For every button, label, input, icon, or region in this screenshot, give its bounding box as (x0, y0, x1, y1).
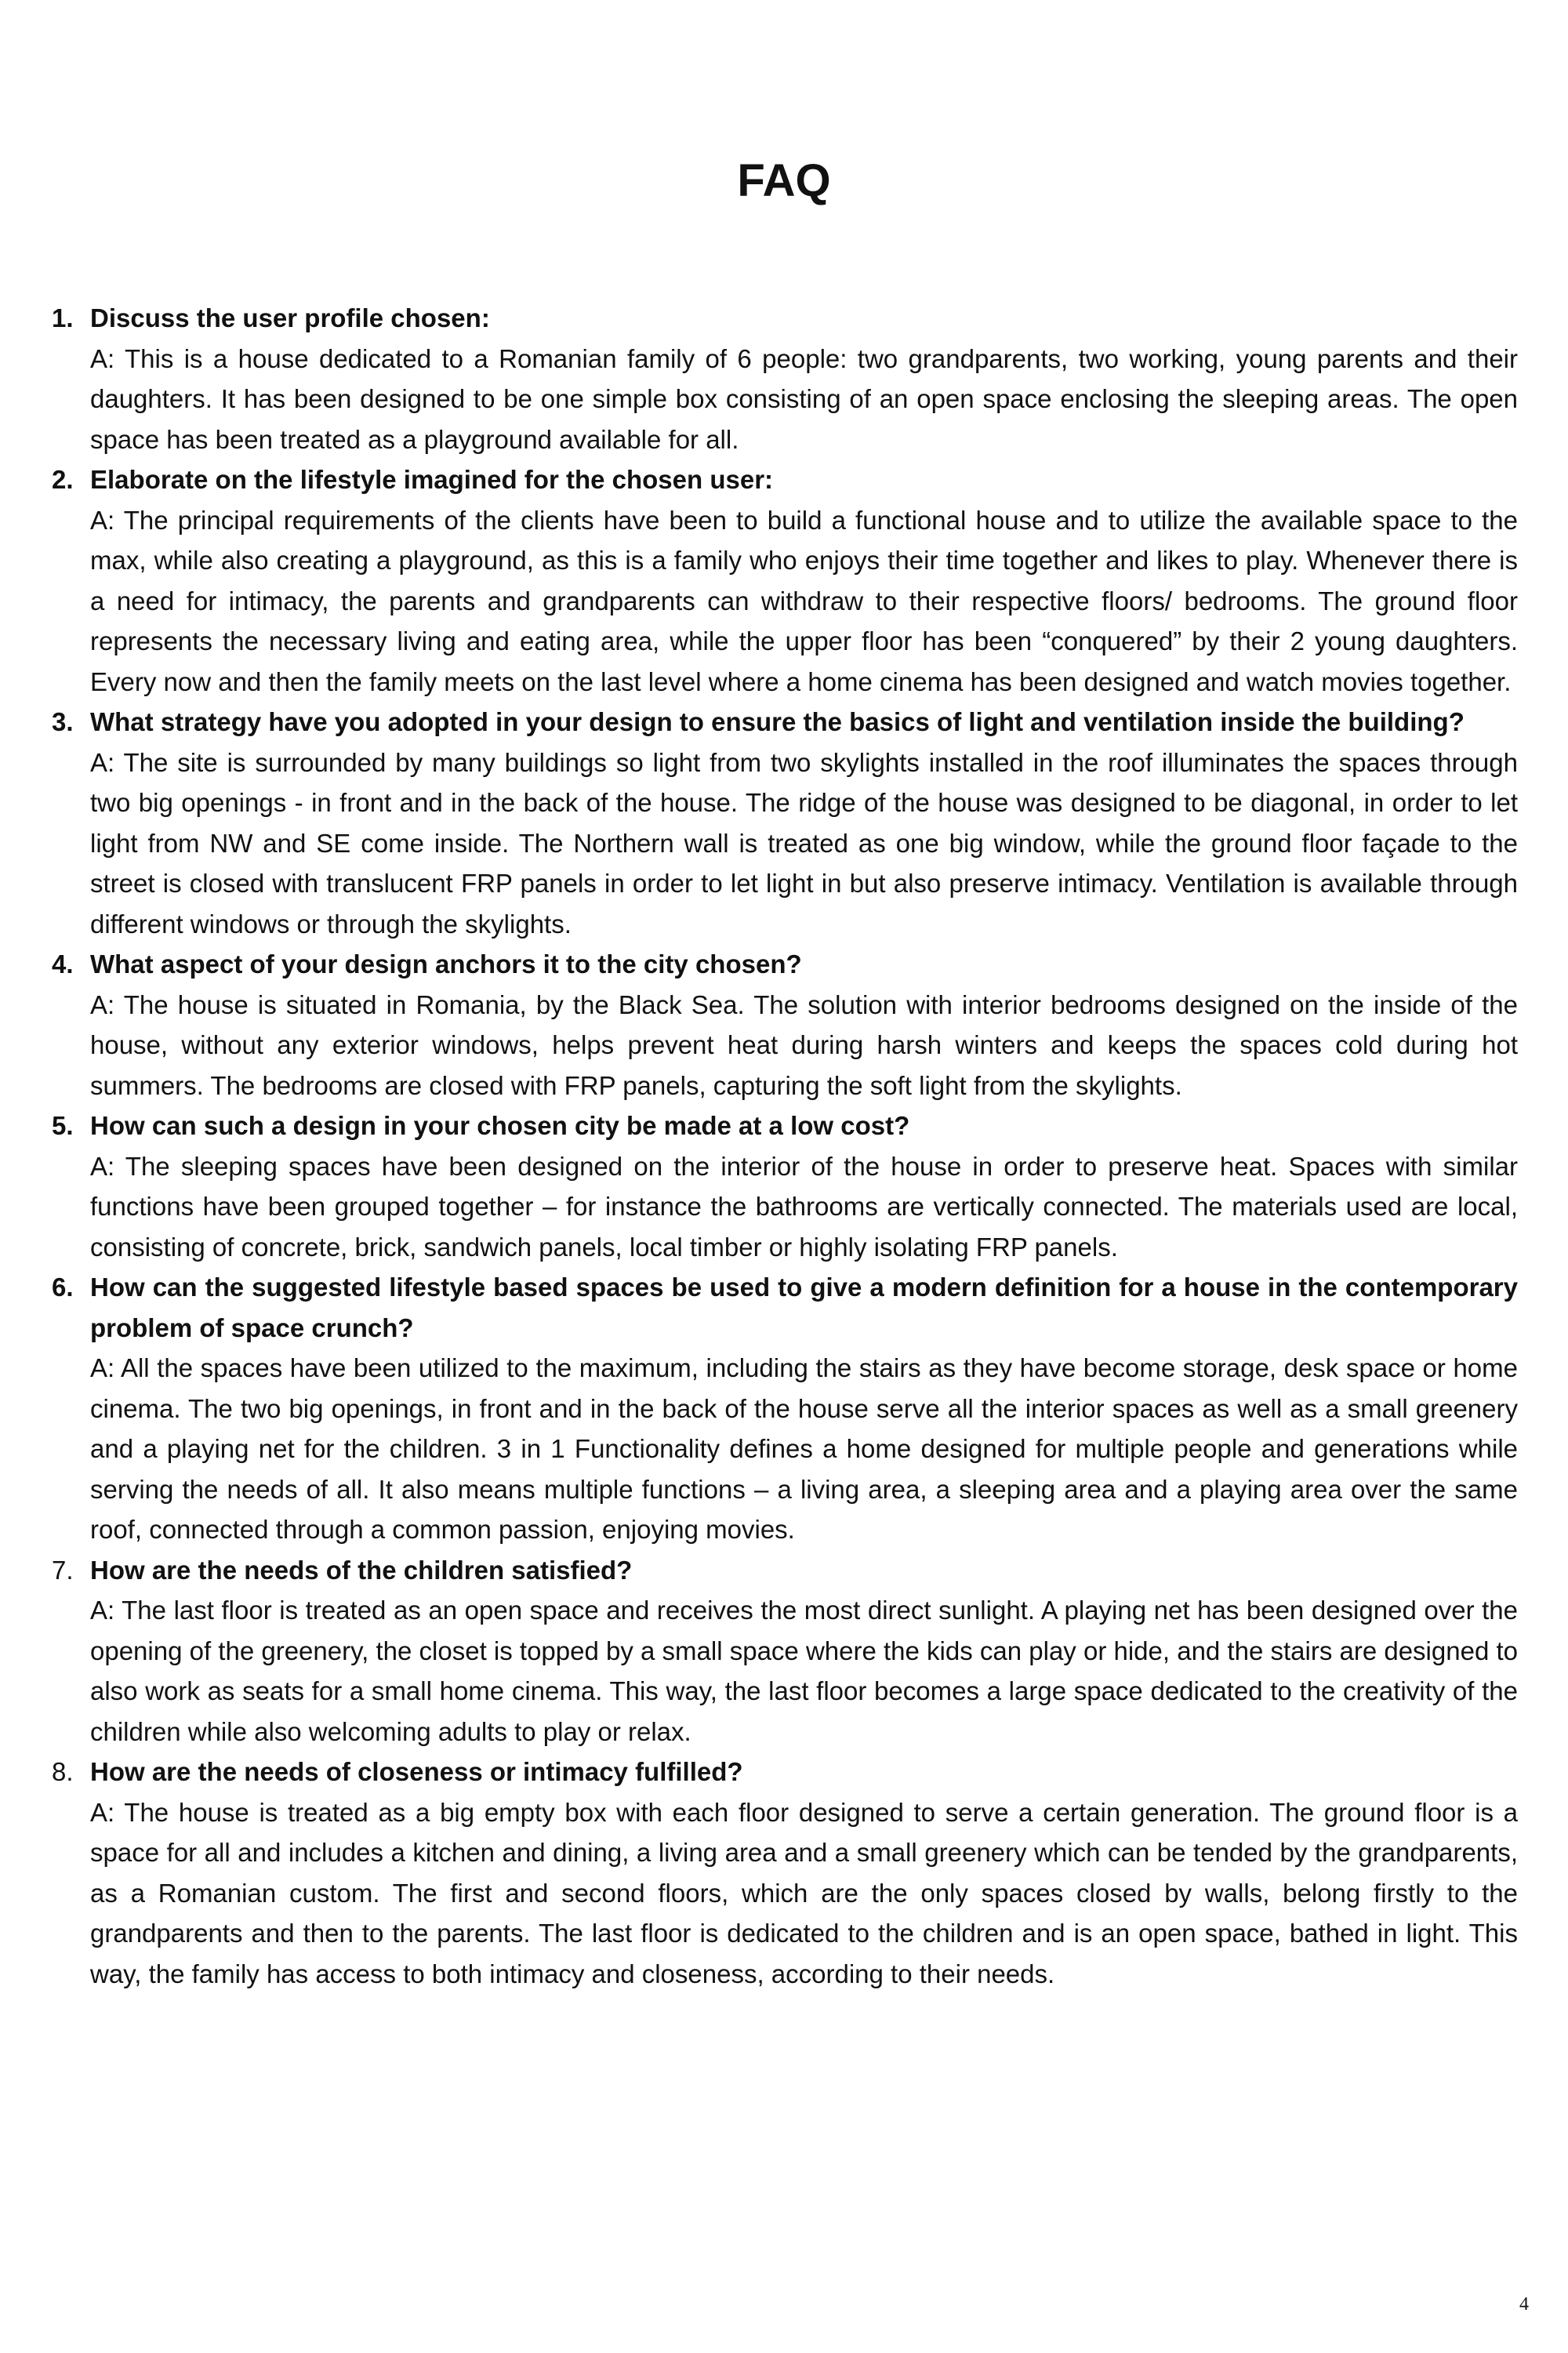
faq-item-3 (52, 702, 1518, 944)
faq-number: 5. (52, 1111, 74, 1140)
faq-answer: A: The sleeping spaces have been designed on the interior of the house in order to preserve heat. Spaces with similar functions have been grouped together – for instance the bathrooms are vertically connected. The materials used are local, consisting of concrete, brick, sandwich panels, local timber or highly isolating FRP panels. (90, 1151, 1518, 1262)
faq-item-4 (52, 944, 1518, 1106)
faq-list (52, 298, 1518, 1994)
faq-question: What aspect of your design anchors it to the city chosen? (90, 950, 802, 979)
faq-answer: A: This is a house dedicated to a Romanian family of 6 people: two grandparents, two working, young parents and their daughters. It has been designed to be one simple box consisting of an open space enclosing the sleeping areas. The open space has been treated as a playground available for all. (90, 343, 1518, 454)
faq-answer: A: The house is treated as a big empty box with each floor designed to serve a certain generation. The ground floor is a space for all and includes a kitchen and dining, a living area and a small greenery which can be tended by the grandparents, as a Romanian custom. The first and second floors, which are the only spaces closed by walls, belong firstly to the grandparents and then to the parents. The last floor is dedicated to the children and is an open space, bathed in light. This way, the family has access to both intimacy and closeness, according to their needs. (90, 1797, 1518, 1988)
faq-question: How are the needs of the children satisfied? (90, 1555, 633, 1585)
faq-answer: A: The last floor is treated as an open space and receives the most direct sunlight. A playing net has been designed over the opening of the greenery, the closet is topped by a small space where the kids can play or hide, and the stairs are designed to also work as seats for a small home cinema. This way, the last floor becomes a large space dedicated to the creativity of the children while also welcoming adults to play or relax. (90, 1596, 1518, 1746)
faq-number: 3. (52, 707, 74, 736)
faq-item-8 (52, 1752, 1518, 1994)
faq-answer: A: All the spaces have been utilized to the maximum, including the stairs as they have become storage, desk space or home cinema. The two big openings, in front and in the back of the house serve all the interior spaces as well as a small greenery and a playing net for the children. 3 in 1 Functionality defines a home designed for multiple people and generations while serving the needs of all. It also means multiple functions – a living area, a sleeping area and a playing area over the same roof, connected through a common passion, enjoying movies. (90, 1353, 1518, 1544)
faq-number: 2. (52, 465, 74, 494)
page-number: 4 (1519, 2294, 1529, 2315)
faq-number: 6. (52, 1273, 74, 1302)
faq-item-2 (52, 459, 1518, 702)
faq-number: 7. (52, 1555, 74, 1585)
faq-answer: A: The principal requirements of the clients have been to build a functional house and to utilize the available space to the max, while also creating a playground, as this is a family who enjoys their time together and likes to play. Whenever there is a need for intimacy, the parents and grandparents can withdraw to their respective floors/ bedrooms. The ground floor represents the necessary living and eating area, while the upper floor has been “conquered” by their 2 young daughters. Every now and then the family meets on the last level where a home cinema has been designed and watch movies together. (90, 505, 1518, 696)
faq-item-6 (52, 1267, 1518, 1550)
faq-answer: A: The site is surrounded by many buildings so light from two skylights installed in the roof illuminates the spaces through two big openings - in front and in the back of the house. The ridge of the house was designed to be diagonal, in order to let light from NW and SE come inside. The Northern wall is treated as one big window, while the ground floor façade to the street is closed with translucent FRP panels in order to let light in but also preserve intimacy. Ventilation is available through different windows or through the skylights. (90, 747, 1518, 939)
faq-number: 4. (52, 950, 74, 979)
faq-number: 1. (52, 303, 74, 332)
faq-question: What strategy have you adopted in your design to ensure the basics of light and ventilation inside the building? (90, 707, 1465, 736)
faq-item-1 (52, 298, 1518, 459)
faq-item-5 (52, 1106, 1518, 1267)
faq-item-7 (52, 1550, 1518, 1752)
faq-question: Discuss the user profile chosen: (90, 303, 490, 332)
faq-question: How can the suggested lifestyle based spaces be used to give a modern definition for a house in the contemporary problem of space crunch? (90, 1273, 1518, 1342)
page-title: FAQ (737, 155, 831, 206)
faq-number: 8. (52, 1757, 74, 1786)
faq-question: How can such a design in your chosen city be made at a low cost? (90, 1111, 910, 1140)
faq-question: Elaborate on the lifestyle imagined for the chosen user: (90, 465, 774, 494)
faq-question: How are the needs of closeness or intimacy fulfilled? (90, 1757, 743, 1786)
faq-answer: A: The house is situated in Romania, by the Black Sea. The solution with interior bedrooms designed on the inside of the house, without any exterior windows, helps prevent heat during harsh winters and keeps the spaces cold during hot summers. The bedrooms are closed with FRP panels, capturing the soft light from the skylights. (90, 989, 1518, 1100)
